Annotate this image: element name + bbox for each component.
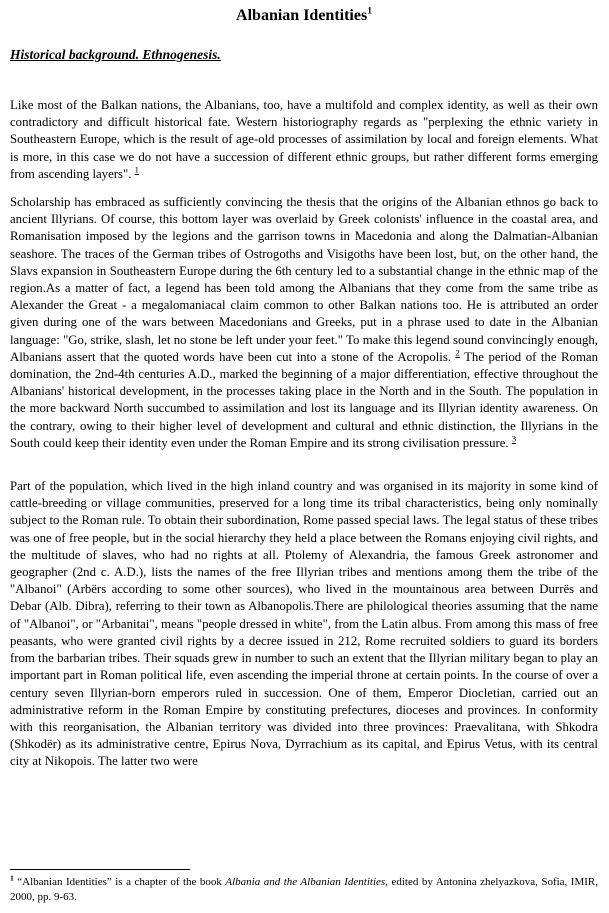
footnote-1-text-before: “Albanian Identities” is a chapter of the book [17,876,226,888]
title-footnote-superscript: 1 [367,6,372,17]
paragraph-1-text: Like most of the Balkan nations, the Albanians, too, have a multifold and complex identity, as well as their own contradictory and difficult historical fate. Western historiography regards as "perplexing the ethnic variety in Southeastern Europe, which is the result of age-old processes of assimilation by local and foreign elements. What is more, in this case we do not have a succession of different ethnic groups, but rather different forms emerging from ascending layers". [10,98,598,181]
section-heading: Historical background. Ethnogenesis. [10,47,221,62]
paragraph-1 [10,97,598,183]
footnote-3-reference-link[interactable]: 3 [511,433,517,444]
footnote-1-reference-link[interactable]: 1 [134,164,139,175]
footnote-1-marker: 1 [10,873,14,883]
page-title-text: Albanian Identities [236,7,368,24]
paragraph-2 [10,194,598,452]
paragraph-3-text: Part of the population, which lived in the high inland country and was organised in its majority in some kind of cattle-breeding or village communities, preserved for a long time its tribal characteristics, being only nominally subject to the Roman rule. To obtain their subordination, Rome passed special laws. The legal status of these tribes was one of free people, but in the social hierarchy they held a place between the Romans enjoying civil rights, and the multitude of slaves, who had no rights at all. Ptolemy of Alexandria, the famous Greek astronomer and geographer (2nd c. A.D.), lists the names of the free Illyrian tribes and mentions among them the tribe of the "Albanoi" (Arbërs according to some other sources), who lived in the mountainous area between Durrës and Debar (Alb. Dibra), referring to their town as Albanopolis.There are philological theories assuming that the name of "Albanoi", or "Arbanitai", means "people dressed in white", from the Latin albus. From among this mass of free peasants, who were granted civil rights by a decree issued in 212, Rome recruited soldiers to guard its borders from the barbarian tribes. Their squads grew in number to such an extent that the Illyrian military began to play an important part in Roman political life, even ascending the imperial throne at certain points. In the course of over a century seven Illyrian-born emperors ruled in succession. One of them, Emperor Diocletian, carried out an administrative reform in the Roman Empire by constituting prefectures, dioceses and provinces. In conformity with this reorganisation, the Albanian territory was divided into three provinces: Praevalitana, with Shkodra (Shkodër) as its administrative centre, Epirus Nova, Dyrrachium as its capital, and Epirus Vetus, with its central city at Nikopois. The latter two were [10,479,598,769]
paragraph-2-text-a: Scholarship has embraced as sufficiently convincing the thesis that the origins of the Albanian ethnos go back to ancient Illyrians. Of course, this bottom layer was overlaid by Greek colonists' influence in the coastal area, and Romanisation imposed by the legions and the garrison towns in Macedonia and along the Dalmatian-Albanian seashore. The traces of the German tribes of Ostrogoths and Visigoths have been lost, but, on the other hand, the Slavs expansion in Southeastern Europe during the 6th century led to a substantial change in the ethnic map of the region.As a matter of fact, a legend has been told among the Albanians that they come from the same tribe as Alexander the Great - a megalomaniacal claim common to other Balkan nations too. He is attributed an order given during one of the wars between Macedonians and Greeks, put in a phrase used to date in the Albanian language: "Go, strike, slash, let no stone be left under your feet." To make this legend sound convincingly enough, Albanians assert that the quoted words have been cut into a stone of the Acropolis. [10,195,598,364]
footnote-separator-rule [10,869,190,870]
footnote-area [10,869,598,905]
footnote-1 [10,875,598,905]
footnote-book-title: Albania and the Albanian Identities [225,876,386,888]
footnote-1-text-after: , edited by Antonina zhelyazkova, Sofia, IMIR, 2000, pp. 9-63. [10,876,598,903]
paragraph-3 [10,478,598,770]
page-title [10,6,598,26]
paragraph-2-text-b: The period of the Roman domination, the 2nd-4th centuries A.D., marked the beginning of a major differentiation, effective throughout the Albanians' historical development, in the processes taking place in the North and in the South. The population in the more backward North succumbed to assimilation and lost its language and its Illyrian identity awareness. On the contrary, owing to their higher level of development and cultural and ethnic distinction, the Illyrians in the South could keep their identity even under the Roman Empire and its strong civilisation pressure. [10,349,598,450]
footnote-2-reference-link[interactable]: 2 [455,347,460,358]
